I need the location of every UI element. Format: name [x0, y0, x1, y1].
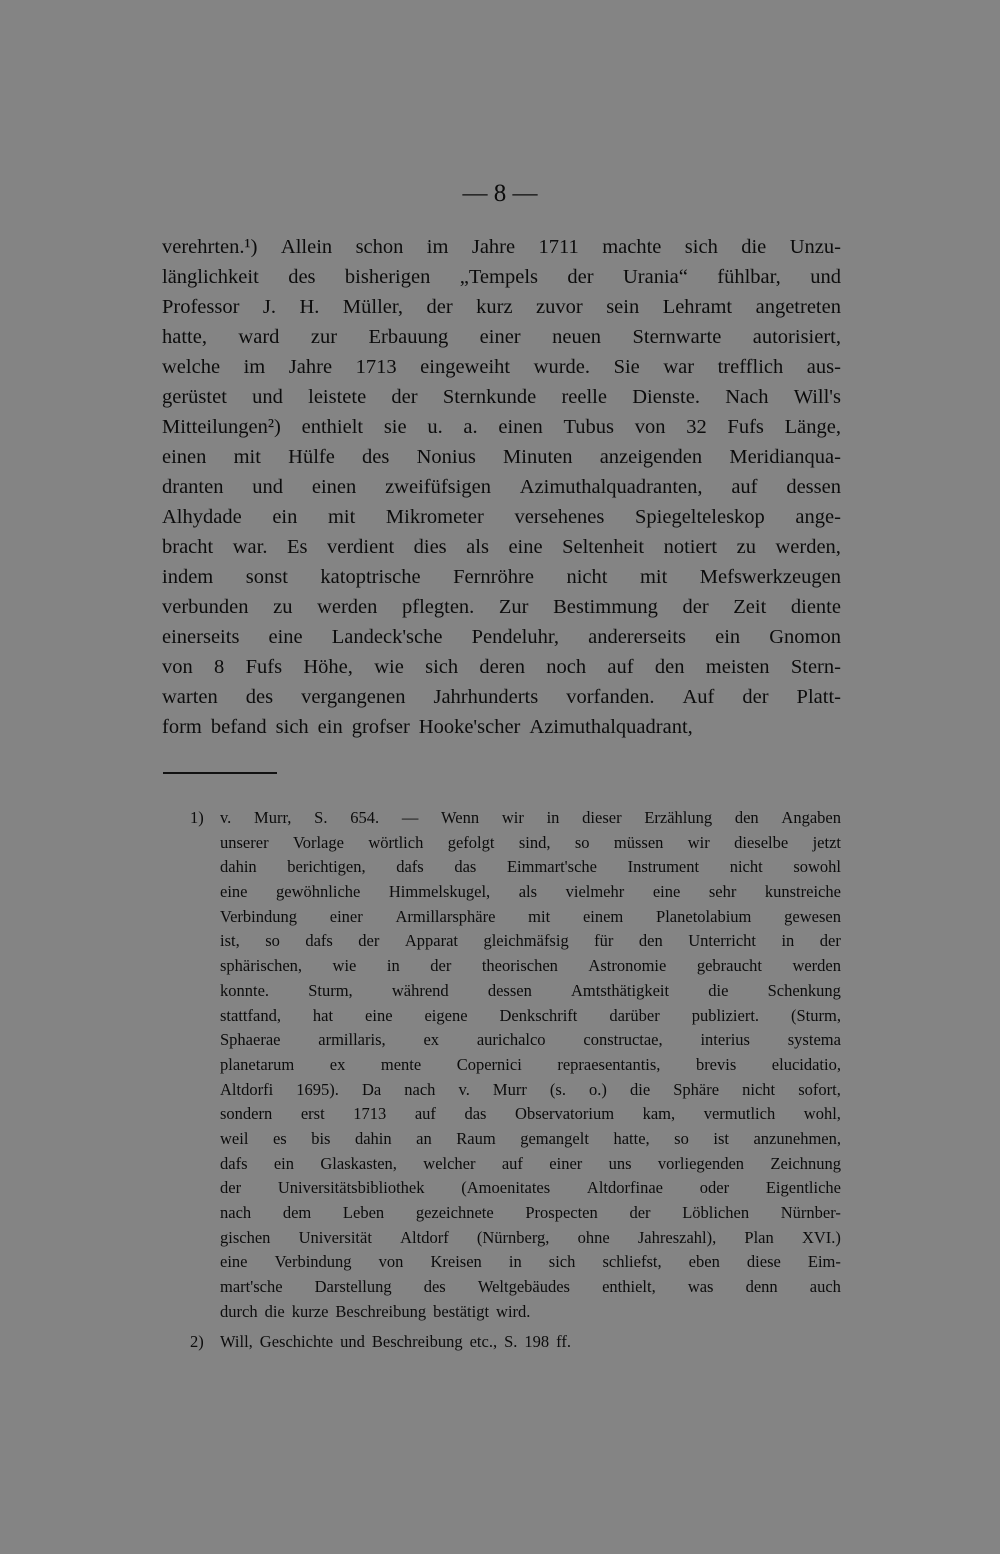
text-line: gerüstet und leistete der Sternkunde reelle Dienste. Nach Will's — [162, 386, 841, 408]
text-line: warten des vergangenen Jahrhunderts vorfanden. Auf der Platt- — [162, 686, 841, 708]
text-line: verehrten.¹) Allein schon im Jahre 1711 machte sich die Unzu- — [162, 236, 841, 258]
text-line: verbunden zu werden pflegten. Zur Bestimmung der Zeit diente — [162, 596, 841, 618]
footnote-line: sondern erst 1713 auf das Observatorium kam, vermutlich wohl, — [220, 1104, 841, 1124]
page-number: — 8 — — [462, 180, 538, 207]
text-line: einerseits eine Landeck'sche Pendeluhr, andererseits ein Gnomon — [162, 626, 841, 648]
footnote-line: ist, so dafs der Apparat gleichmäfsig für den Unterricht in der — [220, 931, 841, 951]
footnote-line: v. Murr, S. 654. — Wenn wir in dieser Erzählung den Angaben — [220, 808, 841, 827]
text-line: Mitteilungen²) enthielt sie u. a. einen Tubus von 32 Fufs Länge, — [162, 416, 841, 438]
footnote-2 — [190, 1330, 841, 1355]
text-line: Professor J. H. Müller, der kurz zuvor sein Lehramt angetreten — [162, 296, 841, 318]
text-line: dranten und einen zweifüfsigen Azimuthalquadranten, auf dessen — [162, 476, 841, 498]
footnote-marker: 2) — [190, 1332, 204, 1352]
footnote-line: Will, Geschichte und Beschreibung etc., S. 198 ff. — [220, 1332, 571, 1352]
footnote-line: nach dem Leben gezeichnete Prospecten der Löblichen Nürnber- — [220, 1203, 841, 1222]
footnote-line: dahin berichtigen, dafs das Eimmart'sche Instrument nicht sowohl — [220, 857, 841, 877]
footnotes — [190, 806, 841, 1355]
footnote-1 — [190, 806, 841, 1324]
text-line: von 8 Fufs Höhe, wie sich deren noch auf den meisten Stern- — [162, 656, 841, 678]
footnote-line: eine gewöhnliche Himmelskugel, als vielmehr eine sehr kunstreiche — [220, 882, 841, 902]
text-line: form befand sich ein grofser Hooke'scher Azimuthalquadrant, — [162, 716, 693, 738]
text-line: Alhydade ein mit Mikrometer versehenes Spiegelteleskop ange- — [162, 506, 841, 528]
footnote-line: dafs ein Glaskasten, welcher auf einer uns vorliegenden Zeichnung — [220, 1153, 841, 1173]
footnote-line: weil es bis dahin an Raum gemangelt hatte, so ist anzunehmen, — [220, 1128, 841, 1148]
footnote-line: Altdorfi 1695). Da nach v. Murr (s. o.) die Sphäre nicht sofort, — [220, 1079, 841, 1099]
footnote-line: unserer Vorlage wörtlich gefolgt sind, so müssen wir dieselbe jetzt — [220, 832, 841, 852]
footnote-line: mart'sche Darstellung des Weltgebäudes enthielt, was denn auch — [220, 1277, 841, 1297]
text-line: einen mit Hülfe des Nonius Minuten anzeigenden Meridianqua- — [162, 446, 841, 468]
footnote-line: durch die kurze Beschreibung bestätigt wird. — [220, 1301, 531, 1321]
footnote-marker: 1) — [190, 808, 204, 827]
footnote-line: der Universitätsbibliothek (Amoenitates Altdorfinae oder Eigentliche — [220, 1178, 841, 1198]
text-line: hatte, ward zur Erbauung einer neuen Sternwarte autorisiert, — [162, 326, 841, 348]
footnote-line: sphärischen, wie in der theorischen Astronomie gebraucht werden — [220, 956, 841, 976]
footnote-line: konnte. Sturm, während dessen Amtsthätigkeit die Schenkung — [220, 980, 841, 1000]
footnote-line: planetarum ex mente Copernici repraesentantis, brevis elucidatio, — [220, 1054, 841, 1074]
text-line: welche im Jahre 1713 eingeweiht wurde. Sie war trefflich aus- — [162, 356, 841, 378]
footnote-line: gischen Universität Altdorf (Nürnberg, ohne Jahreszahl), Plan XVI.) — [220, 1227, 841, 1247]
text-line: indem sonst katoptrische Fernröhre nicht mit Mefswerkzeugen — [162, 566, 841, 588]
footnote-line: Verbindung einer Armillarsphäre mit einem Planetolabium gewesen — [220, 906, 841, 926]
footnote-line: eine Verbindung von Kreisen in sich schliefst, eben diese Eim- — [220, 1252, 841, 1272]
text-line: bracht war. Es verdient dies als eine Seltenheit notiert zu werden, — [162, 536, 841, 558]
text-line: länglichkeit des bisherigen „Tempels der Urania“ fühlbar, und — [162, 266, 841, 288]
main-text — [162, 232, 841, 742]
footnote-line: stattfand, hat eine eigene Denkschrift darüber publiziert. (Sturm, — [220, 1005, 841, 1025]
footnote-separator — [163, 772, 277, 774]
footnote-line: Sphaerae armillaris, ex aurichalco constructae, interius systema — [220, 1030, 841, 1050]
